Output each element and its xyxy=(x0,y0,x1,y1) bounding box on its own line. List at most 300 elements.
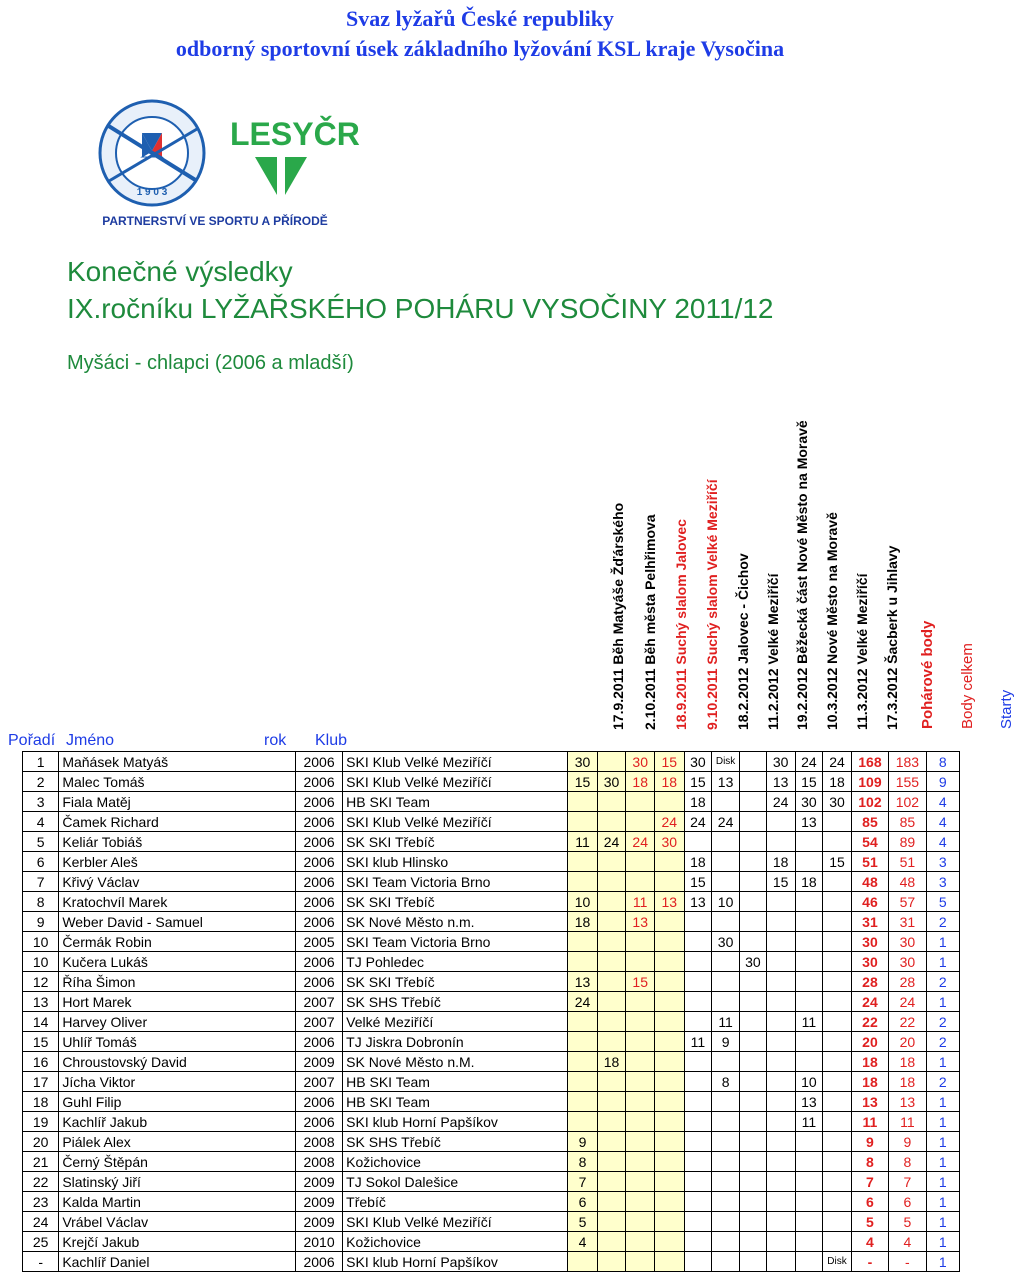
race-points-cell xyxy=(823,892,851,912)
starts-cell: 2 xyxy=(926,972,959,992)
race-points-cell xyxy=(684,1072,712,1092)
year-cell: 2007 xyxy=(295,992,342,1012)
race-points-cell: 18 xyxy=(597,1052,626,1072)
race-points-cell xyxy=(739,972,766,992)
race-points-cell xyxy=(597,932,626,952)
race-points-cell xyxy=(766,812,795,832)
name-cell: Kratochvíl Marek xyxy=(59,892,296,912)
name-cell: Vrábel Václav xyxy=(59,1212,296,1232)
rank-cell: 19 xyxy=(23,1112,59,1132)
year-cell: 2006 xyxy=(295,832,342,852)
race-points-cell xyxy=(823,952,851,972)
name-cell: Křivý Václav xyxy=(59,872,296,892)
race-points-cell xyxy=(766,1032,795,1052)
name-cell: Piálek Alex xyxy=(59,1132,296,1152)
year-cell: 2009 xyxy=(295,1212,342,1232)
race-points-cell: 18 xyxy=(684,792,712,812)
race-points-cell: 24 xyxy=(568,992,597,1012)
race-points-cell: 30 xyxy=(739,952,766,972)
col-header-race xyxy=(854,573,870,746)
race-points-cell xyxy=(655,1012,684,1032)
name-cell: Maňásek Matyáš xyxy=(59,752,296,772)
race-points-cell: 24 xyxy=(823,752,851,772)
race-points-cell: 13 xyxy=(626,912,655,932)
year-cell: 2007 xyxy=(295,1012,342,1032)
col-header-starts xyxy=(998,689,1015,746)
total-points-cell: 11 xyxy=(889,1112,926,1132)
race-points-cell xyxy=(626,852,655,872)
col-header-race xyxy=(764,573,781,746)
table-row xyxy=(23,952,960,972)
club-cell: SKI Klub Velké Meziříčí xyxy=(343,1212,568,1232)
race-points-cell xyxy=(739,1072,766,1092)
race-points-cell xyxy=(655,932,684,952)
race-points-cell xyxy=(739,852,766,872)
name-cell: Keliár Tobiáš xyxy=(59,832,296,852)
starts-cell: 2 xyxy=(926,1032,959,1052)
race-points-cell: 15 xyxy=(684,772,712,792)
race-points-cell xyxy=(655,912,684,932)
club-cell: HB SKI Team xyxy=(343,792,568,812)
race-points-cell xyxy=(823,872,851,892)
starts-cell: 1 xyxy=(926,1112,959,1132)
race-points-cell xyxy=(739,1092,766,1112)
rank-cell: 6 xyxy=(23,852,59,872)
rank-cell: 20 xyxy=(23,1132,59,1152)
svg-text:LESYČR: LESYČR xyxy=(230,116,360,152)
race-points-cell: 24 xyxy=(712,812,740,832)
race-points-cell xyxy=(684,992,712,1012)
race-points-cell: 11 xyxy=(568,832,597,852)
race-points-cell xyxy=(655,1252,684,1272)
summary-header-label: Pohárové body xyxy=(919,620,936,729)
race-points-cell xyxy=(684,1212,712,1232)
year-cell: 2006 xyxy=(295,912,342,932)
table-row xyxy=(23,1172,960,1192)
year-cell: 2006 xyxy=(295,772,342,792)
race-points-cell xyxy=(568,952,597,972)
race-points-cell xyxy=(739,1012,766,1032)
total-points-cell: 8 xyxy=(889,1152,926,1172)
race-points-cell xyxy=(626,1052,655,1072)
total-points-cell: 18 xyxy=(889,1052,926,1072)
race-points-cell xyxy=(766,892,795,912)
table-row xyxy=(23,852,960,872)
race-points-cell xyxy=(597,892,626,912)
club-cell: SKI Klub Velké Meziříčí xyxy=(343,812,568,832)
race-points-cell: 24 xyxy=(655,812,684,832)
name-cell: Harvey Oliver xyxy=(59,1012,296,1032)
total-points-cell: 30 xyxy=(889,952,926,972)
race-points-cell xyxy=(655,872,684,892)
race-points-cell: 13 xyxy=(655,892,684,912)
race-points-cell xyxy=(795,1172,823,1192)
race-points-cell xyxy=(823,1112,851,1132)
lesy-cr-logo-icon xyxy=(230,116,360,195)
race-points-cell xyxy=(766,1132,795,1152)
race-points-cell xyxy=(795,1032,823,1052)
name-cell: Weber David - Samuel xyxy=(59,912,296,932)
race-points-cell xyxy=(712,912,740,932)
race-points-cell xyxy=(568,1032,597,1052)
name-cell: Kučera Lukáš xyxy=(59,952,296,972)
name-cell: Kachlíř Jakub xyxy=(59,1112,296,1132)
race-points-cell xyxy=(739,1132,766,1152)
race-header-label: 11.3.2012 Velké Meziříčí xyxy=(854,573,870,730)
starts-cell: 1 xyxy=(926,1092,959,1112)
col-header-rank: Pořadí xyxy=(8,732,56,749)
race-points-cell xyxy=(766,912,795,932)
starts-cell: 2 xyxy=(926,1072,959,1092)
cup-points-cell: 109 xyxy=(851,772,888,792)
rank-cell: 10 xyxy=(23,932,59,952)
race-points-cell: 18 xyxy=(795,872,823,892)
total-points-cell: 13 xyxy=(889,1092,926,1112)
race-points-cell xyxy=(739,912,766,932)
race-points-cell xyxy=(766,1052,795,1072)
rank-cell: 25 xyxy=(23,1232,59,1252)
race-points-cell xyxy=(626,792,655,812)
starts-cell: 1 xyxy=(926,1252,959,1272)
race-points-cell: 30 xyxy=(655,832,684,852)
race-points-cell xyxy=(712,1112,740,1132)
svg-text:1 9 0 3: 1 9 0 3 xyxy=(136,187,168,198)
starts-cell: 2 xyxy=(926,912,959,932)
race-points-cell xyxy=(568,932,597,952)
club-cell: SKI Klub Velké Meziříčí xyxy=(343,752,568,772)
race-points-cell: 13 xyxy=(795,1092,823,1112)
col-header-name: Jméno xyxy=(66,732,115,749)
rank-cell: 22 xyxy=(23,1172,59,1192)
race-points-cell xyxy=(655,792,684,812)
race-points-cell xyxy=(626,1072,655,1092)
race-points-cell xyxy=(597,872,626,892)
race-points-cell xyxy=(739,1152,766,1172)
col-header-race xyxy=(610,502,626,746)
race-points-cell xyxy=(597,972,626,992)
race-points-cell xyxy=(795,852,823,872)
race-points-cell xyxy=(597,1152,626,1172)
race-points-cell xyxy=(684,972,712,992)
table-row xyxy=(23,1032,960,1052)
race-points-cell xyxy=(766,1172,795,1192)
race-points-cell xyxy=(655,1132,684,1152)
race-points-cell: 11 xyxy=(795,1012,823,1032)
ski-federation-seal-icon xyxy=(100,101,204,205)
race-points-cell xyxy=(684,1232,712,1252)
race-points-cell xyxy=(597,1032,626,1052)
race-points-cell: 30 xyxy=(684,752,712,772)
club-cell: TJ Sokol Dalešice xyxy=(343,1172,568,1192)
rank-cell: 10 xyxy=(23,952,59,972)
race-points-cell: 6 xyxy=(568,1192,597,1212)
race-points-cell xyxy=(684,832,712,852)
race-points-cell xyxy=(766,832,795,852)
year-cell: 2010 xyxy=(295,1232,342,1252)
race-points-cell xyxy=(655,1092,684,1112)
race-header-label: 19.2.2012 Běžecká část Nové Město na Moravě xyxy=(793,420,810,730)
race-points-cell xyxy=(626,1032,655,1052)
race-points-cell xyxy=(655,1152,684,1172)
race-points-cell xyxy=(626,812,655,832)
race-points-cell xyxy=(684,912,712,932)
race-points-cell xyxy=(626,1212,655,1232)
race-points-cell: 11 xyxy=(626,892,655,912)
race-points-cell xyxy=(597,1212,626,1232)
year-cell: 2006 xyxy=(295,972,342,992)
race-points-cell: 11 xyxy=(795,1112,823,1132)
race-points-cell: Disk xyxy=(712,752,740,772)
race-points-cell xyxy=(795,892,823,912)
race-points-cell xyxy=(795,1052,823,1072)
starts-cell: 1 xyxy=(926,1172,959,1192)
race-points-cell xyxy=(568,852,597,872)
name-cell: Čamek Richard xyxy=(59,812,296,832)
year-cell: 2006 xyxy=(295,752,342,772)
race-points-cell xyxy=(597,792,626,812)
cup-points-cell: 168 xyxy=(851,752,888,772)
race-points-cell: 30 xyxy=(568,752,597,772)
race-points-cell xyxy=(739,772,766,792)
race-points-cell: 10 xyxy=(568,892,597,912)
cup-points-cell: 5 xyxy=(851,1212,888,1232)
race-points-cell xyxy=(626,932,655,952)
race-points-cell xyxy=(766,1072,795,1092)
race-points-cell: 8 xyxy=(712,1072,740,1092)
rank-cell: 2 xyxy=(23,772,59,792)
race-points-cell: 24 xyxy=(626,832,655,852)
race-points-cell xyxy=(655,1072,684,1092)
name-cell: Krejčí Jakub xyxy=(59,1232,296,1252)
race-header-label: 2.10.2011 Běh města Pelhřimova xyxy=(641,514,658,730)
partner-tagline: PARTNERSTVÍ VE SPORTU A PŘÍRODĚ xyxy=(102,214,328,228)
name-cell: Kachlíř Daniel xyxy=(59,1252,296,1272)
year-cell: 2008 xyxy=(295,1132,342,1152)
race-points-cell xyxy=(766,952,795,972)
race-points-cell xyxy=(766,932,795,952)
race-points-cell xyxy=(766,1192,795,1212)
race-points-cell xyxy=(684,1012,712,1032)
race-points-cell xyxy=(568,1012,597,1032)
year-cell: 2006 xyxy=(295,1032,342,1052)
table-row xyxy=(23,772,960,792)
race-points-cell xyxy=(739,1052,766,1072)
race-points-cell: 13 xyxy=(766,772,795,792)
rank-cell: - xyxy=(23,1252,59,1272)
race-points-cell: 30 xyxy=(795,792,823,812)
starts-cell: 1 xyxy=(926,1152,959,1172)
race-points-cell xyxy=(823,1052,851,1072)
cup-points-cell: 85 xyxy=(851,812,888,832)
name-cell: Guhl Filip xyxy=(59,1092,296,1112)
table-row xyxy=(23,1212,960,1232)
race-header-label: 9.10.2011 Suchý slalom Velké Meziříčí xyxy=(704,479,720,730)
cup-points-cell: 4 xyxy=(851,1232,888,1252)
table-row xyxy=(23,752,960,772)
race-points-cell xyxy=(795,952,823,972)
race-points-cell: 7 xyxy=(568,1172,597,1192)
cup-points-cell: 18 xyxy=(851,1072,888,1092)
race-points-cell xyxy=(712,1092,740,1112)
table-row xyxy=(23,832,960,852)
cup-points-cell: 28 xyxy=(851,972,888,992)
race-points-cell xyxy=(739,992,766,1012)
cup-points-cell: 11 xyxy=(851,1112,888,1132)
race-points-cell xyxy=(655,1212,684,1232)
race-points-cell xyxy=(684,1132,712,1152)
starts-cell: 1 xyxy=(926,1132,959,1152)
race-points-cell xyxy=(795,1132,823,1152)
cup-points-cell: 8 xyxy=(851,1152,888,1172)
race-points-cell: Disk xyxy=(823,1252,851,1272)
race-points-cell xyxy=(568,1052,597,1072)
table-row xyxy=(23,912,960,932)
race-points-cell: 11 xyxy=(684,1032,712,1052)
total-points-cell: 48 xyxy=(889,872,926,892)
race-points-cell xyxy=(626,1232,655,1252)
race-points-cell: 15 xyxy=(684,872,712,892)
name-cell: Říha Šimon xyxy=(59,972,296,992)
name-cell: Uhlíř Tomáš xyxy=(59,1032,296,1052)
rank-cell: 7 xyxy=(23,872,59,892)
race-points-cell xyxy=(739,1252,766,1272)
race-points-cell xyxy=(597,1192,626,1212)
race-points-cell xyxy=(712,852,740,872)
col-header-race xyxy=(735,553,751,746)
club-cell: SKI klub Horní Papšíkov xyxy=(343,1112,568,1132)
race-points-cell xyxy=(712,1212,740,1232)
total-points-cell: 102 xyxy=(889,792,926,812)
race-points-cell xyxy=(795,1212,823,1232)
cup-points-cell: 13 xyxy=(851,1092,888,1112)
federation-subtitle: odborný sportovní úsek základního lyžování KSL kraje Vysočina xyxy=(175,36,785,61)
club-cell: SKI klub Horní Papšíkov xyxy=(343,1252,568,1272)
race-points-cell xyxy=(712,952,740,972)
starts-cell: 3 xyxy=(926,872,959,892)
total-points-cell: 183 xyxy=(889,752,926,772)
cup-points-cell: 31 xyxy=(851,912,888,932)
race-points-cell xyxy=(597,1232,626,1252)
year-cell: 2006 xyxy=(295,872,342,892)
race-points-cell xyxy=(568,1252,597,1272)
race-points-cell xyxy=(739,1232,766,1252)
race-points-cell xyxy=(597,1252,626,1272)
race-points-cell xyxy=(823,912,851,932)
table-row xyxy=(23,932,960,952)
rank-cell: 23 xyxy=(23,1192,59,1212)
race-points-cell xyxy=(795,832,823,852)
race-points-cell xyxy=(795,1152,823,1172)
race-points-cell xyxy=(795,912,823,932)
race-points-cell: 18 xyxy=(626,772,655,792)
race-points-cell xyxy=(655,1232,684,1252)
table-row xyxy=(23,1092,960,1112)
race-points-cell xyxy=(568,1112,597,1132)
race-points-cell xyxy=(597,812,626,832)
race-points-cell xyxy=(655,1192,684,1212)
race-points-cell xyxy=(795,992,823,1012)
race-points-cell xyxy=(823,1212,851,1232)
race-points-cell xyxy=(568,792,597,812)
cup-points-cell: 102 xyxy=(851,792,888,812)
race-points-cell xyxy=(568,1092,597,1112)
race-points-cell: 30 xyxy=(597,772,626,792)
rank-cell: 15 xyxy=(23,1032,59,1052)
race-points-cell xyxy=(766,992,795,1012)
cup-points-cell: 18 xyxy=(851,1052,888,1072)
race-points-cell xyxy=(684,932,712,952)
starts-cell: 5 xyxy=(926,892,959,912)
col-header-race xyxy=(704,479,720,746)
race-points-cell xyxy=(597,852,626,872)
race-points-cell xyxy=(766,1112,795,1132)
race-points-cell xyxy=(684,1112,712,1132)
race-points-cell xyxy=(684,1192,712,1212)
year-cell: 2006 xyxy=(295,812,342,832)
starts-cell: 1 xyxy=(926,1192,959,1212)
race-points-cell xyxy=(823,1092,851,1112)
cup-points-cell: 24 xyxy=(851,992,888,1012)
race-points-cell: 8 xyxy=(568,1152,597,1172)
race-points-cell xyxy=(766,1252,795,1272)
name-cell: Jícha Viktor xyxy=(59,1072,296,1092)
race-points-cell xyxy=(712,1132,740,1152)
race-points-cell xyxy=(597,1092,626,1112)
race-points-cell xyxy=(684,1052,712,1072)
race-points-cell xyxy=(626,1172,655,1192)
race-points-cell xyxy=(712,872,740,892)
rank-cell: 24 xyxy=(23,1212,59,1232)
race-points-cell xyxy=(626,872,655,892)
year-cell: 2009 xyxy=(295,1052,342,1072)
table-row xyxy=(23,1232,960,1252)
total-points-cell: 51 xyxy=(889,852,926,872)
name-cell: Kerbler Aleš xyxy=(59,852,296,872)
race-points-cell xyxy=(712,1052,740,1072)
total-points-cell: 7 xyxy=(889,1172,926,1192)
total-points-cell: 9 xyxy=(889,1132,926,1152)
race-points-cell: 13 xyxy=(568,972,597,992)
club-cell: SKI Klub Velké Meziříčí xyxy=(343,772,568,792)
race-points-cell xyxy=(655,952,684,972)
starts-cell: 1 xyxy=(926,932,959,952)
race-header-label: 17.9.2011 Běh Matyáše Žďárského xyxy=(610,502,626,730)
race-points-cell xyxy=(823,812,851,832)
race-points-cell: 13 xyxy=(795,812,823,832)
table-row xyxy=(23,892,960,912)
summary-header-label: Starty xyxy=(998,689,1015,729)
race-points-cell xyxy=(655,1032,684,1052)
club-cell: Kožichovice xyxy=(343,1152,568,1172)
cup-points-cell: 22 xyxy=(851,1012,888,1032)
rank-cell: 12 xyxy=(23,972,59,992)
starts-cell: 1 xyxy=(926,1052,959,1072)
race-points-cell xyxy=(739,1032,766,1052)
club-cell: SKI Team Victoria Brno xyxy=(343,932,568,952)
race-points-cell xyxy=(684,1152,712,1172)
rank-cell: 8 xyxy=(23,892,59,912)
table-row xyxy=(23,992,960,1012)
name-cell: Hort Marek xyxy=(59,992,296,1012)
table-row xyxy=(23,1112,960,1132)
race-points-cell xyxy=(823,1192,851,1212)
club-cell: SK SKI Třebíč xyxy=(343,972,568,992)
total-points-cell: 89 xyxy=(889,832,926,852)
year-cell: 2008 xyxy=(295,1152,342,1172)
race-points-cell xyxy=(795,1252,823,1272)
race-points-cell: 15 xyxy=(795,772,823,792)
year-cell: 2006 xyxy=(295,892,342,912)
